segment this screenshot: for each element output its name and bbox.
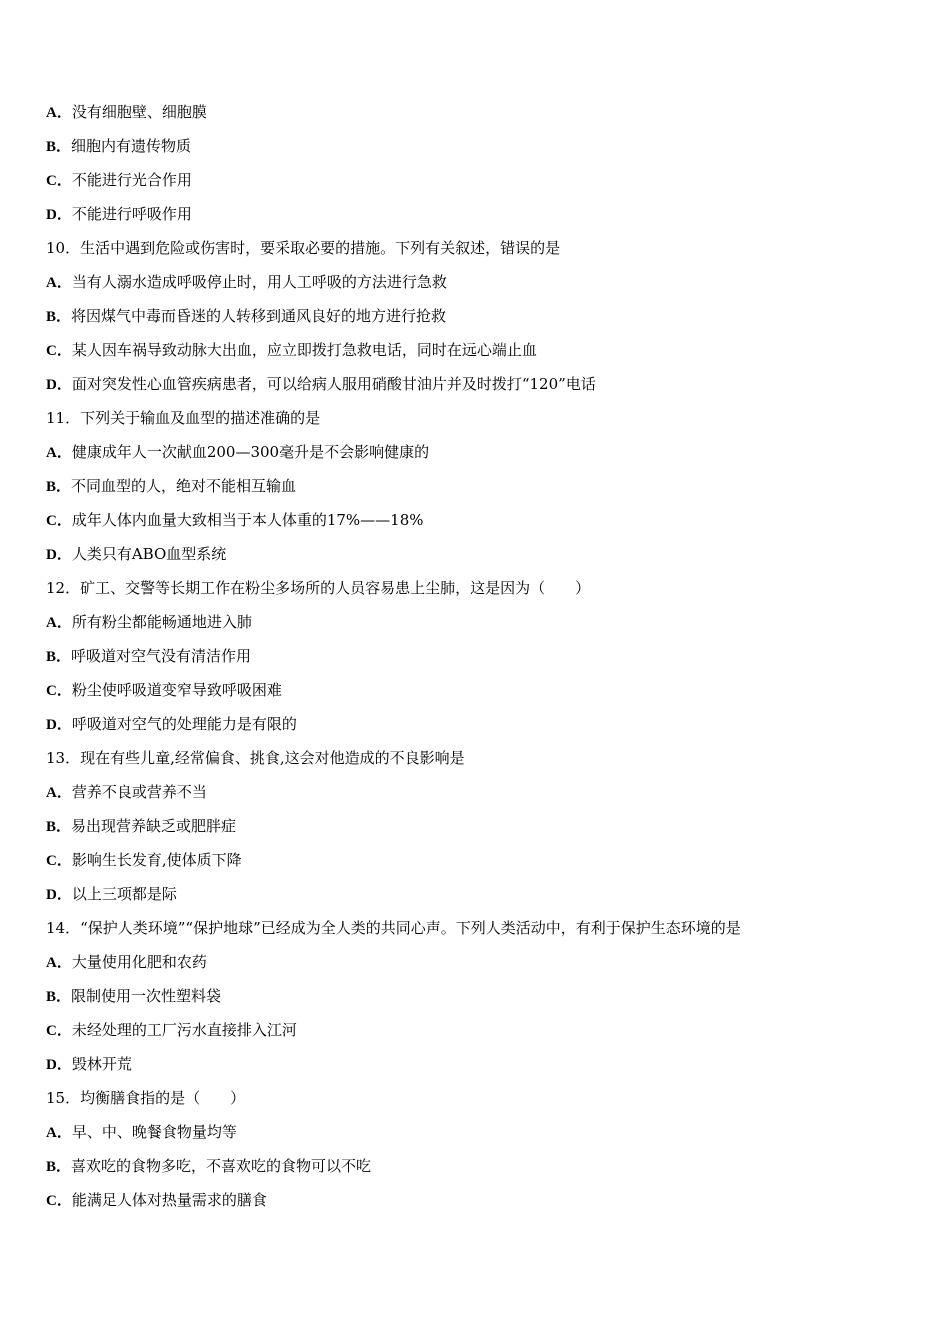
q9-option-b: [46, 136, 191, 157]
option-text: 大量使用化肥和农药: [71, 953, 207, 971]
q12-option-d: [46, 714, 297, 735]
option-label: D．: [46, 887, 72, 903]
option-label: B．: [46, 309, 72, 325]
q12-option-a: [46, 612, 252, 633]
q10-stem: 10．生活中遇到危险或伤害时，要采取必要的措施。下列有关叙述，错误的是: [46, 239, 561, 257]
q10-option-a: [46, 272, 447, 293]
option-text: 未经处理的工厂污水直接排入江河: [71, 1021, 297, 1039]
option-text: 某人因车祸导致动脉大出血，应立即拨打急救电话，同时在远心端止血: [71, 341, 537, 359]
option-label: A．: [46, 275, 72, 291]
option-label: B．: [46, 1159, 72, 1175]
option-label: A．: [46, 615, 72, 631]
option-text: 当有人溺水造成呼吸停止时，用人工呼吸的方法进行急救: [71, 273, 447, 291]
option-label: B．: [46, 649, 72, 665]
q9-option-d: [46, 204, 192, 225]
option-text: 健康成年人一次献血200—300毫升是不会影响健康的: [71, 443, 430, 461]
q10-option-b: [46, 306, 446, 327]
q13-stem: 13．现在有些儿童,经常偏食、挑食,这会对他造成的不良影响是: [46, 749, 465, 767]
option-label: A．: [46, 785, 72, 801]
option-label: C．: [46, 683, 72, 699]
option-text: 粉尘使呼吸道变窄导致呼吸困难: [71, 681, 282, 699]
q15-option-a: [46, 1122, 237, 1143]
q15-option-c: [46, 1190, 267, 1211]
q12-option-b: [46, 646, 251, 667]
q14-option-a: [46, 952, 207, 973]
q15-option-b: [46, 1156, 371, 1177]
q13-option-a: [46, 782, 207, 803]
option-label: C．: [46, 173, 72, 189]
option-label: A．: [46, 955, 72, 971]
option-label: A．: [46, 105, 72, 121]
option-label: B．: [46, 479, 72, 495]
option-label: C．: [46, 1023, 72, 1039]
q11-option-b: [46, 476, 296, 497]
option-text: 以上三项都是际: [71, 885, 177, 903]
option-label: D．: [46, 207, 72, 223]
option-text: 所有粉尘都能畅通地进入肺: [71, 613, 252, 631]
q13-option-c: [46, 850, 242, 871]
option-text: 细胞内有遗传物质: [71, 137, 192, 155]
option-label: A．: [46, 1125, 72, 1141]
option-label: D．: [46, 547, 72, 563]
option-label: D．: [46, 717, 72, 733]
option-label: D．: [46, 1057, 72, 1073]
option-text: 能满足人体对热量需求的膳食: [71, 1191, 267, 1209]
q11-option-c: [46, 510, 424, 531]
option-text: 人类只有ABO血型系统: [71, 545, 227, 563]
q15-stem: 15．均衡膳食指的是（ ）: [46, 1089, 246, 1107]
option-label: C．: [46, 343, 72, 359]
q14-option-b: [46, 986, 221, 1007]
q9-option-c: [46, 170, 192, 191]
option-text: 不能进行光合作用: [71, 171, 192, 189]
q13-option-d: [46, 884, 177, 905]
option-text: 限制使用一次性塑料袋: [71, 987, 222, 1005]
option-label: B．: [46, 989, 72, 1005]
option-label: D．: [46, 377, 72, 393]
option-label: C．: [46, 853, 72, 869]
option-text: 不能进行呼吸作用: [71, 205, 192, 223]
option-text: 呼吸道对空气没有清洁作用: [71, 647, 252, 665]
option-label: C．: [46, 513, 72, 529]
q10-option-d: [46, 374, 596, 395]
option-text: 没有细胞壁、细胞膜: [71, 103, 207, 121]
option-text: 将因煤气中毒而昏迷的人转移到通风良好的地方进行抢救: [71, 307, 447, 325]
q12-stem: 12．矿工、交警等长期工作在粉尘多场所的人员容易患上尘肺，这是因为（ ）: [46, 579, 591, 597]
q11-option-a: [46, 442, 429, 463]
q11-stem: 11．下列关于输血及血型的描述准确的是: [46, 409, 321, 427]
option-label: A．: [46, 445, 72, 461]
option-text: 毁林开荒: [71, 1055, 132, 1073]
q14-stem: 14．“保护人类环境”“保护地球”已经成为全人类的共同心声。下列人类活动中，有利于保护生态环境的是: [46, 919, 741, 937]
q9-option-a: [46, 102, 207, 123]
option-label: B．: [46, 819, 72, 835]
q12-option-c: [46, 680, 282, 701]
q14-option-d: [46, 1054, 132, 1075]
option-label: C．: [46, 1193, 72, 1209]
option-text: 不同血型的人，绝对不能相互输血: [71, 477, 297, 495]
option-text: 成年人体内血量大致相当于本人体重的17%——18%: [71, 511, 424, 529]
option-text: 影响生长发育,使体质下降: [71, 851, 242, 869]
q14-option-c: [46, 1020, 297, 1041]
option-text: 营养不良或营养不当: [71, 783, 207, 801]
option-label: B．: [46, 139, 72, 155]
q11-option-d: [46, 544, 226, 565]
option-text: 易出现营养缺乏或肥胖症: [71, 817, 237, 835]
q13-option-b: [46, 816, 236, 837]
option-text: 呼吸道对空气的处理能力是有限的: [71, 715, 297, 733]
option-text: 早、中、晚餐食物量均等: [71, 1123, 237, 1141]
q10-option-c: [46, 340, 537, 361]
option-text: 喜欢吃的食物多吃，不喜欢吃的食物可以不吃: [71, 1157, 372, 1175]
option-text: 面对突发性心血管疾病患者，可以给病人服用硝酸甘油片并及时拨打“120”电话: [71, 375, 596, 393]
